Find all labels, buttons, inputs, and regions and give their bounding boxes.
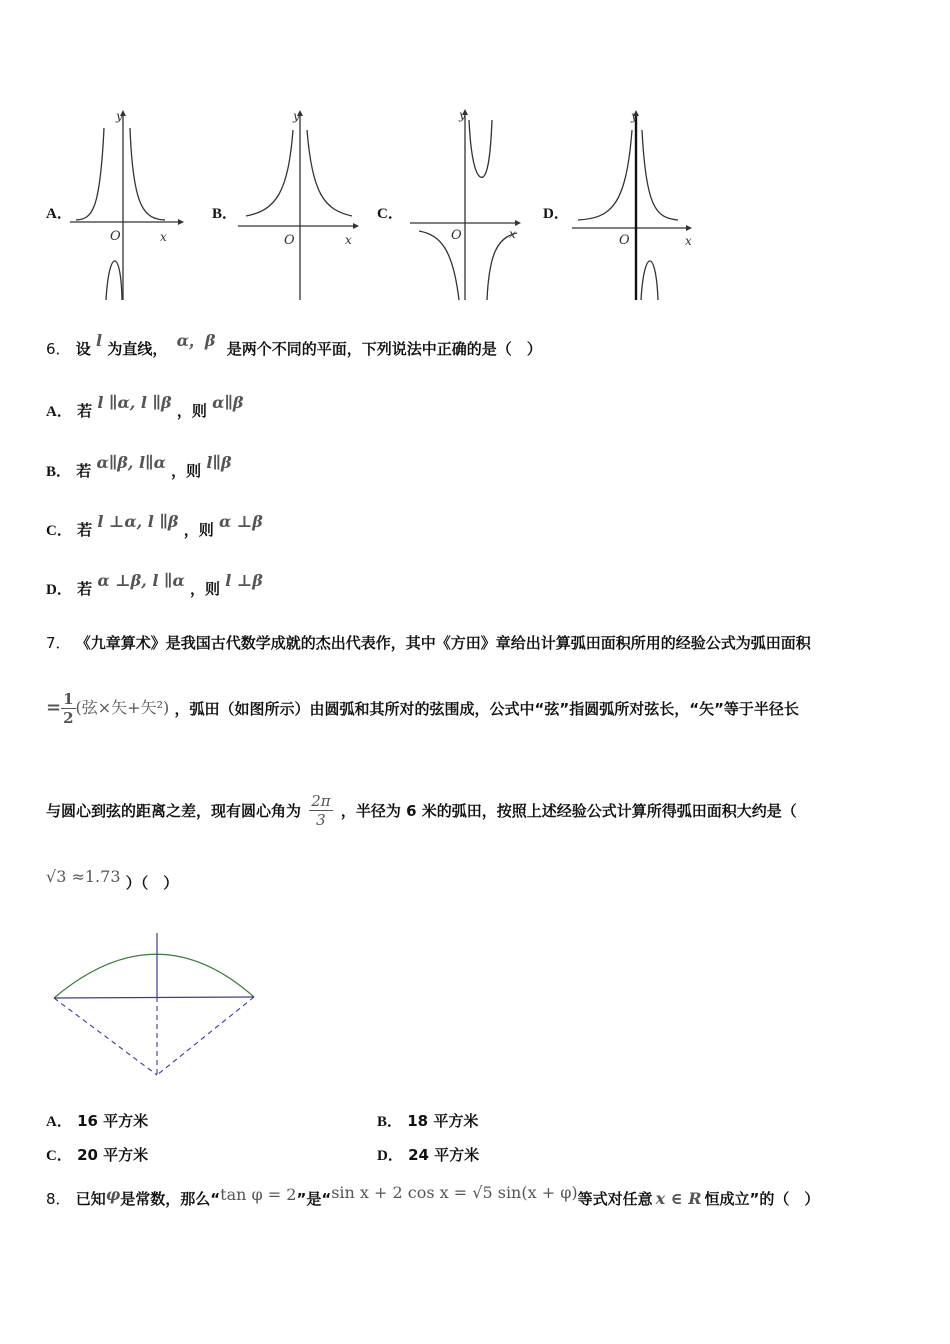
x-axis-arrow (686, 225, 692, 231)
arc (54, 954, 254, 998)
q7-text-3b: ，半径为 6 米的弧田，按照上述经验公式计算所得弧田面积大约是（ (340, 802, 797, 820)
x-axis-label: x (685, 234, 692, 248)
x-axis-arrow (353, 223, 359, 229)
q6-stem (46, 331, 542, 359)
q8-domain: x ∈ R (655, 1189, 702, 1208)
curve-left-branch (76, 128, 104, 220)
formula-half (61, 690, 75, 727)
q7-number: 7． (46, 634, 71, 652)
fraction-denominator: 3 (316, 811, 326, 829)
curve-right-branch (307, 130, 352, 216)
origin-label: O (451, 228, 462, 243)
option-text: 20 平方米 (77, 1146, 149, 1164)
q7-line-1 (46, 632, 811, 653)
q6-var-l: l (96, 331, 103, 350)
y-axis-label: y (631, 109, 638, 123)
graph-option-d-label: D． (543, 206, 569, 222)
option-text: ，则 (183, 521, 214, 539)
q7-option-d[interactable] (377, 1144, 479, 1165)
option-text: 若 (76, 462, 92, 480)
curve-left-branch (246, 130, 293, 216)
option-result: l ⊥β (225, 571, 263, 590)
x-axis-label: x (345, 233, 352, 247)
q7-text-4: ）（ ） (125, 874, 179, 892)
curve-left-branch (578, 130, 632, 220)
q8-condition: tan φ = 2 (220, 1185, 297, 1204)
radius-left (54, 998, 157, 1075)
formula-equals: = (46, 697, 62, 718)
q7-text-3a: 与圆心到弦的距离之差，现有圆心角为 (46, 802, 302, 820)
q6-number: 6． (46, 340, 71, 358)
option-text: ，则 (171, 462, 202, 480)
option-label: B． (377, 1114, 403, 1130)
curve-lower-branch (641, 261, 658, 300)
graph-option-d (570, 108, 700, 303)
q7-line-4 (46, 867, 179, 893)
origin-label: O (619, 233, 630, 248)
q7-line-3 (46, 792, 797, 829)
option-text: 若 (77, 580, 93, 598)
q7-central-angle (309, 792, 332, 829)
x-axis-arrow (178, 219, 184, 225)
q8-text-5: 恒成立”的（ ） (704, 1190, 820, 1208)
curve-upper-branch (469, 120, 492, 177)
fraction-denominator: 2 (63, 709, 74, 727)
curve-lower-branch (106, 261, 122, 300)
origin-label: O (284, 233, 295, 248)
option-label: D． (377, 1148, 403, 1164)
origin-label: O (110, 229, 121, 244)
arc-field-figure (46, 925, 261, 1085)
option-text: 若 (77, 402, 93, 420)
option-label: A． (46, 404, 72, 420)
radius-right (157, 997, 254, 1075)
q7-option-c[interactable] (46, 1144, 148, 1165)
option-text: 18 平方米 (407, 1112, 479, 1130)
option-label: C． (46, 523, 72, 539)
option-text: ，则 (190, 580, 221, 598)
option-label: D． (46, 582, 72, 598)
graph-option-a-label: A． (46, 206, 72, 222)
x-axis-arrow (515, 220, 521, 226)
q7-sqrt-approx: √3 ≈1.73 (46, 867, 121, 886)
q7-option-b[interactable] (377, 1110, 478, 1131)
curve-right-branch (130, 128, 165, 220)
x-axis-label: x (509, 227, 516, 241)
option-label: A． (46, 1114, 72, 1130)
y-axis-label: y (459, 108, 466, 122)
option-condition: l ∥α, l ∥β (97, 393, 172, 412)
x-axis-label: x (160, 230, 167, 244)
graph-option-c (405, 105, 530, 303)
q6-option-b[interactable] (46, 453, 232, 481)
fraction-numerator: 1 (63, 690, 74, 708)
q6-option-a[interactable] (46, 393, 244, 421)
q6-text-1: 设 (75, 340, 91, 358)
option-text: 16 平方米 (77, 1112, 149, 1130)
q8-phi: φ (105, 1185, 121, 1204)
q7-text-2: ，弧田（如图所示）由圆弧和其所对的弦围成，公式中“弦”指圆弧所对弦长，“矢”等于半径长 (174, 700, 799, 718)
curve-right-branch (642, 130, 678, 220)
option-result: α ⊥β (219, 512, 263, 531)
q8-text-1: 已知 (75, 1190, 106, 1208)
q7-line-2 (46, 690, 799, 727)
q6-planes: α，β (176, 331, 216, 350)
curve-lower-right-branch (487, 233, 517, 300)
q8-stem (46, 1183, 820, 1209)
option-result: α∥β (212, 393, 244, 412)
graph-option-c-label: C． (377, 206, 403, 222)
q7-option-a[interactable] (46, 1110, 148, 1131)
graph-options-row (0, 100, 950, 305)
q6-option-d[interactable] (46, 571, 263, 599)
option-label: C． (46, 1148, 72, 1164)
option-text: ，则 (176, 402, 207, 420)
q8-number: 8． (46, 1190, 71, 1208)
q6-option-c[interactable] (46, 512, 263, 540)
option-result: l∥β (206, 453, 232, 472)
graph-option-b (238, 108, 363, 303)
option-condition: α ⊥β, l ∥α (97, 571, 185, 590)
option-text: 24 平方米 (408, 1146, 480, 1164)
q7-formula (46, 690, 169, 727)
option-condition: l ⊥α, l ∥β (97, 512, 179, 531)
q8-identity: sin x + 2 cos x = √5 sin(x + φ) (331, 1183, 578, 1202)
q8-text-4: 等式对任意 (577, 1190, 653, 1208)
formula-body: (弦×矢+矢²) (75, 698, 170, 717)
q6-text-3: 是两个不同的平面，下列说法中正确的是（ ） (226, 340, 542, 358)
q8-text-3: ”是“ (296, 1190, 332, 1208)
q6-text-2: 为直线， (107, 340, 168, 358)
chord (54, 997, 254, 998)
fraction-numerator: 2π (311, 792, 331, 810)
option-text: 若 (77, 521, 93, 539)
option-label: B． (46, 464, 72, 480)
y-axis-label: y (293, 109, 300, 123)
graph-option-b-label: B． (212, 206, 238, 222)
q7-text-1: 《九章算术》是我国古代数学成就的杰出代表作，其中《方田》章给出计算弧田面积所用的经验公式为弧田面积 (75, 634, 811, 652)
q8-text-2: 是常数，那么“ (120, 1190, 221, 1208)
option-condition: α∥β, l∥α (96, 453, 166, 472)
graph-option-a (70, 108, 185, 303)
y-axis-label: y (116, 109, 123, 123)
